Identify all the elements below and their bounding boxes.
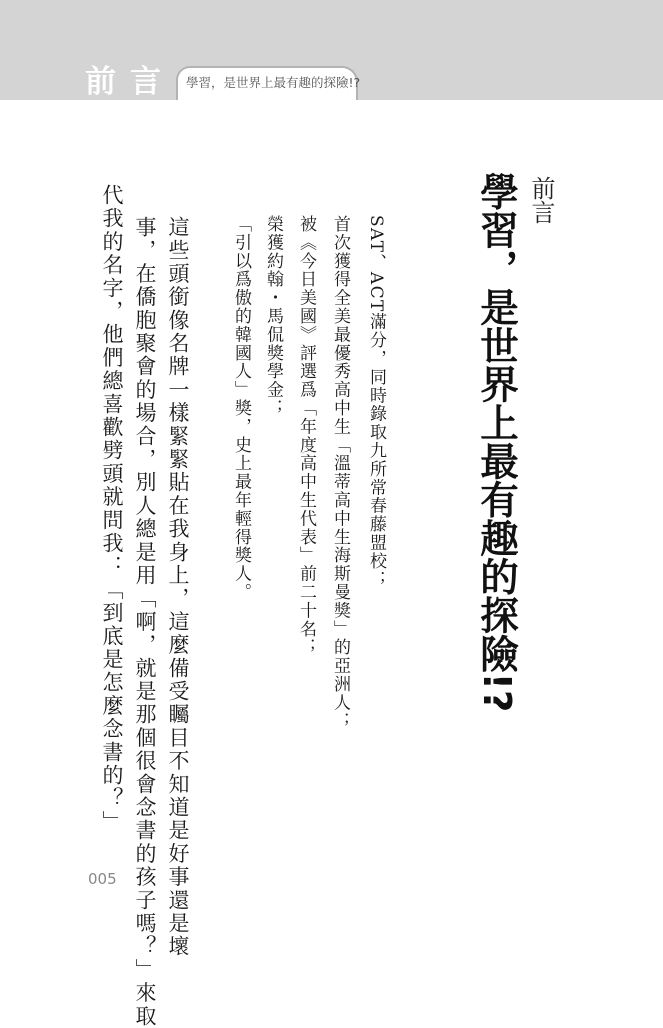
chapter-title: 學習，是世界上最有趣的探險!? [474,172,519,713]
achievement-line: 被《今日美國》評選爲「年度高中生代表」前二十名； [296,215,316,657]
achievement-line: 榮獲約翰・馬侃獎學金； [263,215,283,418]
achievement-line: 首次獲得全美最優秀高中生「溫蒂高中生海斯曼獎」的亞洲人； [330,215,350,731]
header-section-label: 前言 [85,64,175,100]
chapter-label: 前言 [527,176,555,224]
body-paragraph-line: 代我的名字，他們總喜歡劈頭就問我：「到底是怎麼念書的？」 [100,184,124,834]
header-subtitle: 學習，是世界上最有趣的探險!? [186,75,361,90]
body-paragraph-line: 事，在僑胞聚會的場合，別人總是用「啊，就是那個很會念書的孩子嗎？」來取 [133,216,157,1028]
body-paragraph-line: 這些頭銜像名牌一樣緊緊貼在我身上，這麼備受矚目不知道是好事還是壞 [166,216,190,959]
achievement-line: SAT、ACT滿分，同時錄取九所常春藤盟校； [366,215,386,589]
page-number: 005 [88,870,117,888]
achievement-line: 「引以爲傲的韓國人」獎，史上最年輕得獎人。 [231,215,251,602]
